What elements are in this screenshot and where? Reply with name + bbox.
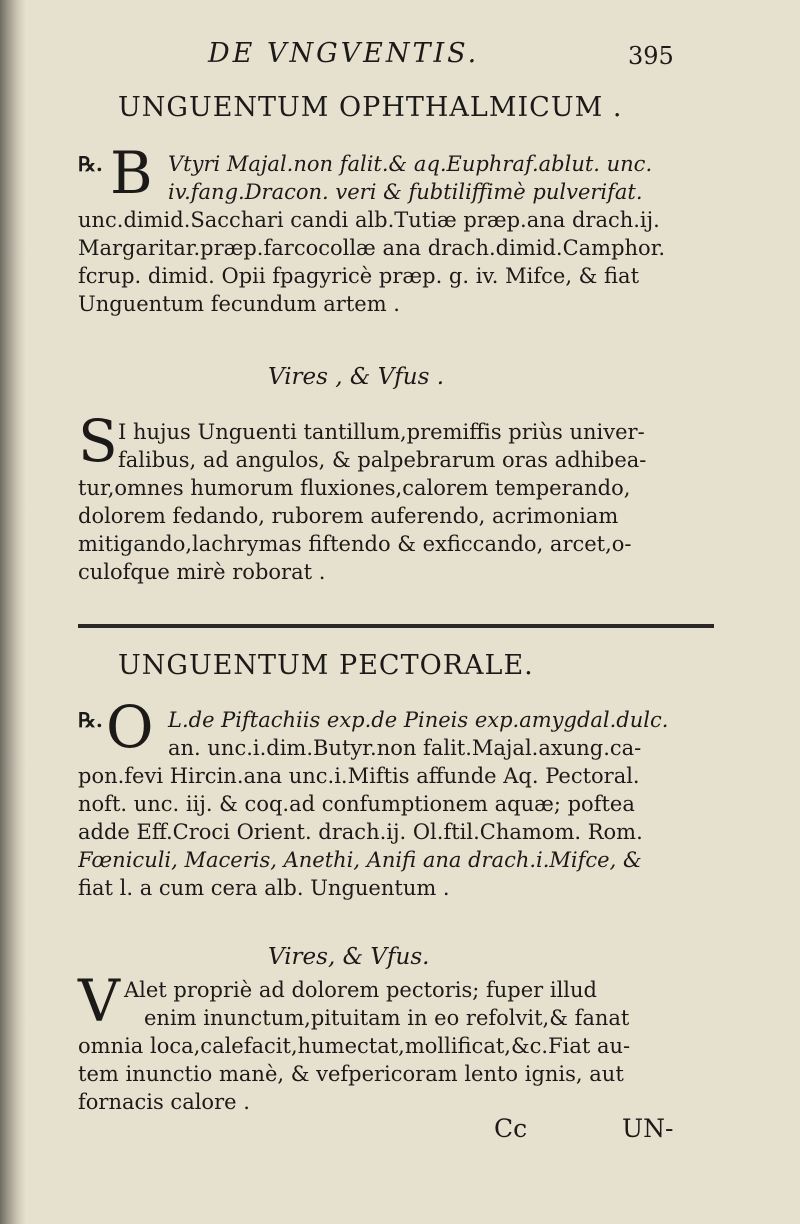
- page-number: 395: [628, 42, 674, 70]
- section-title-pectorale: UNGUENTUM PECTORALE.: [118, 650, 534, 681]
- section-title-ophthalmicum: UNGUENTUM OPHTHALMICUM .: [118, 92, 623, 123]
- vires-usus-heading: Vires , & Vfus .: [268, 364, 445, 390]
- text-line: culofque mirè roborat .: [78, 560, 326, 584]
- recipe-symbol: ℞.: [78, 708, 103, 732]
- recipe-line: iv.fang.Dracon. veri & fubtiliffimè pulverifat.: [168, 180, 643, 204]
- running-title: DE VNGVENTIS.: [208, 38, 480, 69]
- recipe-line: Unguentum fecundum artem .: [78, 292, 400, 316]
- recipe-line: fcrup. dimid. Opii fpagyricè præp. g. iv. Mifce, & fiat: [78, 264, 640, 288]
- recipe-line: adde Eff.Croci Orient. drach.ij. Ol.ftil.Chamom. Rom.: [78, 820, 643, 844]
- book-gutter: [0, 0, 26, 1224]
- recipe-line: an. unc.i.dim.Butyr.non falit.Majal.axung.ca-: [168, 736, 642, 760]
- recipe-ophthalmicum: [78, 150, 718, 318]
- vires-text-pectorale: [78, 976, 718, 1116]
- recipe-line: Fœniculi, Maceris, Anethi, Anifi ana drach.i.Mifce, &: [78, 848, 642, 872]
- catchword: UN-: [622, 1114, 674, 1143]
- section-divider: [78, 624, 714, 628]
- text-line: mitigando,lachrymas fiftendo & exficcando, arcet,o-: [78, 532, 632, 556]
- dropcap-o: O: [106, 693, 154, 761]
- text-line: enim inunctum,pituitam in eo refolvit,& fanat: [144, 1006, 630, 1030]
- recipe-line: Vtyri Majal.non falit.& aq.Euphraf.ablut. unc.: [168, 152, 653, 176]
- vires-usus-heading: Vires, & Vfus.: [268, 944, 430, 970]
- text-line: tem inunctio manè, & vefpericoram lento ignis, aut: [78, 1062, 624, 1086]
- dropcap-b: B: [110, 139, 153, 207]
- recipe-pectorale: [78, 706, 718, 902]
- signature-mark: Cc: [494, 1114, 528, 1143]
- recipe-line: L.de Piftachiis exp.de Pineis exp.amygdal.dulc.: [168, 708, 669, 732]
- running-header: [208, 38, 728, 69]
- text-line: Alet propriè ad dolorem pectoris; fuper illud: [124, 978, 597, 1002]
- text-line: tur,omnes humorum fluxiones,calorem temperando,: [78, 476, 631, 500]
- dropcap-v: V: [78, 967, 120, 1035]
- text-line: dolorem fedando, ruborem auferendo, acrimoniam: [78, 504, 619, 528]
- text-line: I hujus Unguenti tantillum,premiffis priùs univer-: [118, 420, 645, 444]
- recipe-symbol: ℞.: [78, 152, 103, 176]
- recipe-line: noft. unc. iij. & coq.ad confumptionem aquæ; poftea: [78, 792, 635, 816]
- dropcap-s: S: [78, 407, 118, 475]
- vires-text-ophthalmicum: [78, 418, 718, 586]
- text-line: omnia loca,calefacit,humectat,mollificat,&c.Fiat au-: [78, 1034, 631, 1058]
- text-line: falibus, ad angulos, & palpebrarum oras adhibea-: [118, 448, 647, 472]
- recipe-line: fiat l. a cum cera alb. Unguentum .: [78, 876, 450, 900]
- recipe-line: Margaritar.præp.farcocollæ ana drach.dimid.Camphor.: [78, 236, 666, 260]
- recipe-line: unc.dimid.Sacchari candi alb.Tutiæ præp.ana drach.ij.: [78, 208, 660, 232]
- recipe-line: pon.fevi Hircin.ana unc.i.Miftis affunde Aq. Pectoral.: [78, 764, 640, 788]
- text-line: fornacis calore .: [78, 1090, 250, 1114]
